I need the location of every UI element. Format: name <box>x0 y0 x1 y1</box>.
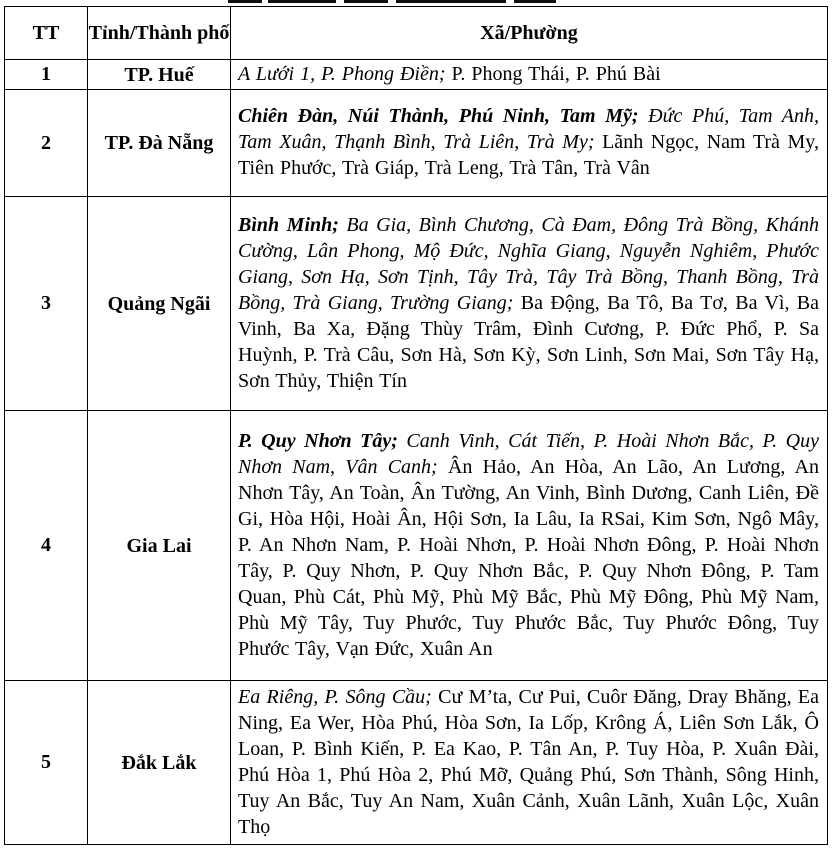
province-name: Quảng Ngãi <box>88 197 231 411</box>
row-number: 5 <box>5 681 88 845</box>
header-wards: Xã/Phường <box>231 7 828 60</box>
wards-bold-italic: Chiên Đàn, Núi Thành, Phú Ninh, Tam Mỹ; <box>238 105 639 127</box>
ward-list-table <box>4 6 828 845</box>
row-number: 3 <box>5 197 88 411</box>
ward-list <box>231 90 828 197</box>
row-number: 2 <box>5 90 88 197</box>
wards-regular: Lãnh Ngọc, Nam Trà My, Tiên Phước, Trà Giáp, Trà Leng, Trà Tân, Trà Vân <box>238 131 820 179</box>
wards-italic: Ea Riêng, P. Sông Cầu; <box>238 685 432 708</box>
wards-regular: Cư M’ta, Cư Pui, Cuôr Đăng, Dray Bhăng, Ea Ning, Ea Wer, Hòa Phú, Hòa Sơn, Ia Lốp, Krông Á, Liên Sơn Lắk, Ô Loan, P. Bình Kiến, P. Ea Kao, P. Tân An, P. Tuy Hòa, P. Xuân Đài, Phú Hòa 1, Phú Hòa 2, Phú Mỡ, Quảng Phú, Sơn Thành, Sông Hinh, Tuy An Bắc, Tuy An Nam, Xuân Cảnh, Xuân Lãnh, Xuân Lộc, Xuân Thọ <box>238 685 819 838</box>
ward-list <box>231 411 828 681</box>
header-tt: TT <box>5 7 88 60</box>
header-row <box>5 7 828 60</box>
province-name: TP. Đà Nẵng <box>88 90 231 197</box>
province-name: Đắk Lắk <box>88 681 231 845</box>
table-row <box>5 197 828 411</box>
wards-regular: Ba Động, Ba Tô, Ba Tơ, Ba Vì, Ba Vinh, Ba Xa, Đặng Thùy Trâm, Đình Cương, P. Đức Phổ, P. Sa Huỳnh, P. Trà Câu, Sơn Hà, Sơn Kỳ, Sơn Linh, Sơn Mai, Sơn Tây Hạ, Sơn Thủy, Thiện Tín <box>238 291 819 392</box>
province-name: Gia Lai <box>88 411 231 681</box>
wards-italic: Canh Vinh, Cát Tiến, P. Hoài Nhơn Bắc, P. Quy Nhơn Nam, Vân Canh; <box>238 429 819 478</box>
row-number: 1 <box>5 60 88 90</box>
table-row <box>5 681 828 845</box>
table-row <box>5 60 828 90</box>
table-row <box>5 90 828 197</box>
wards-bold-italic: P. Quy Nhơn Tây; <box>238 429 398 452</box>
wards-italic: Đức Phú, Tam Anh, Tam Xuân, Thạnh Bình, Trà Liên, Trà My; <box>238 105 819 153</box>
province-name: TP. Huế <box>88 60 231 90</box>
wards-italic: A Lưới 1, P. Phong Điền; <box>238 62 446 85</box>
header-province: Tỉnh/Thành phố <box>88 7 231 60</box>
table-row <box>5 411 828 681</box>
wards-regular: P. Phong Thái, P. Phú Bài <box>445 62 661 85</box>
ward-list <box>231 60 828 90</box>
wards-regular: Ân Hảo, An Hòa, An Lão, An Lương, An Nhơn Tây, An Toàn, Ân Tường, An Vinh, Bình Dương, Canh Liên, Đề Gi, Hòa Hội, Hoài Ân, Hội Sơn, Ia Lâu, Ia RSai, Kim Sơn, Ngô Mây, P. An Nhơn Nam, P. Hoài Nhơn, P. Hoài Nhơn Đông, P. Hoài Nhơn Tây, P. Quy Nhơn, P. Quy Nhơn Bắc, P. Quy Nhơn Đông, P. Tam Quan, Phù Cát, Phù Mỹ, Phù Mỹ Bắc, Phù Mỹ Đông, Phù Mỹ Nam, Phù Mỹ Tây, Tuy Phước, Tuy Phước Bắc, Tuy Phước Đông, Tuy Phước Tây, Vạn Đức, Xuân An <box>238 455 819 660</box>
wards-italic: Ba Gia, Bình Chương, Cà Đam, Đông Trà Bồng, Khánh Cường, Lân Phong, Mộ Đức, Nghĩa Giang, Nguyễn Nghiêm, Phước Giang, Sơn Hạ, Sơn Tịnh, Tây Trà, Tây Trà Bồng, Thanh Bồng, Trà Bồng, Trà Giang, Trường Giang; <box>238 213 819 314</box>
ward-list <box>231 197 828 411</box>
wards-bold-italic: Bình Minh; <box>238 213 339 236</box>
row-number: 4 <box>5 411 88 681</box>
ward-list <box>231 681 828 845</box>
